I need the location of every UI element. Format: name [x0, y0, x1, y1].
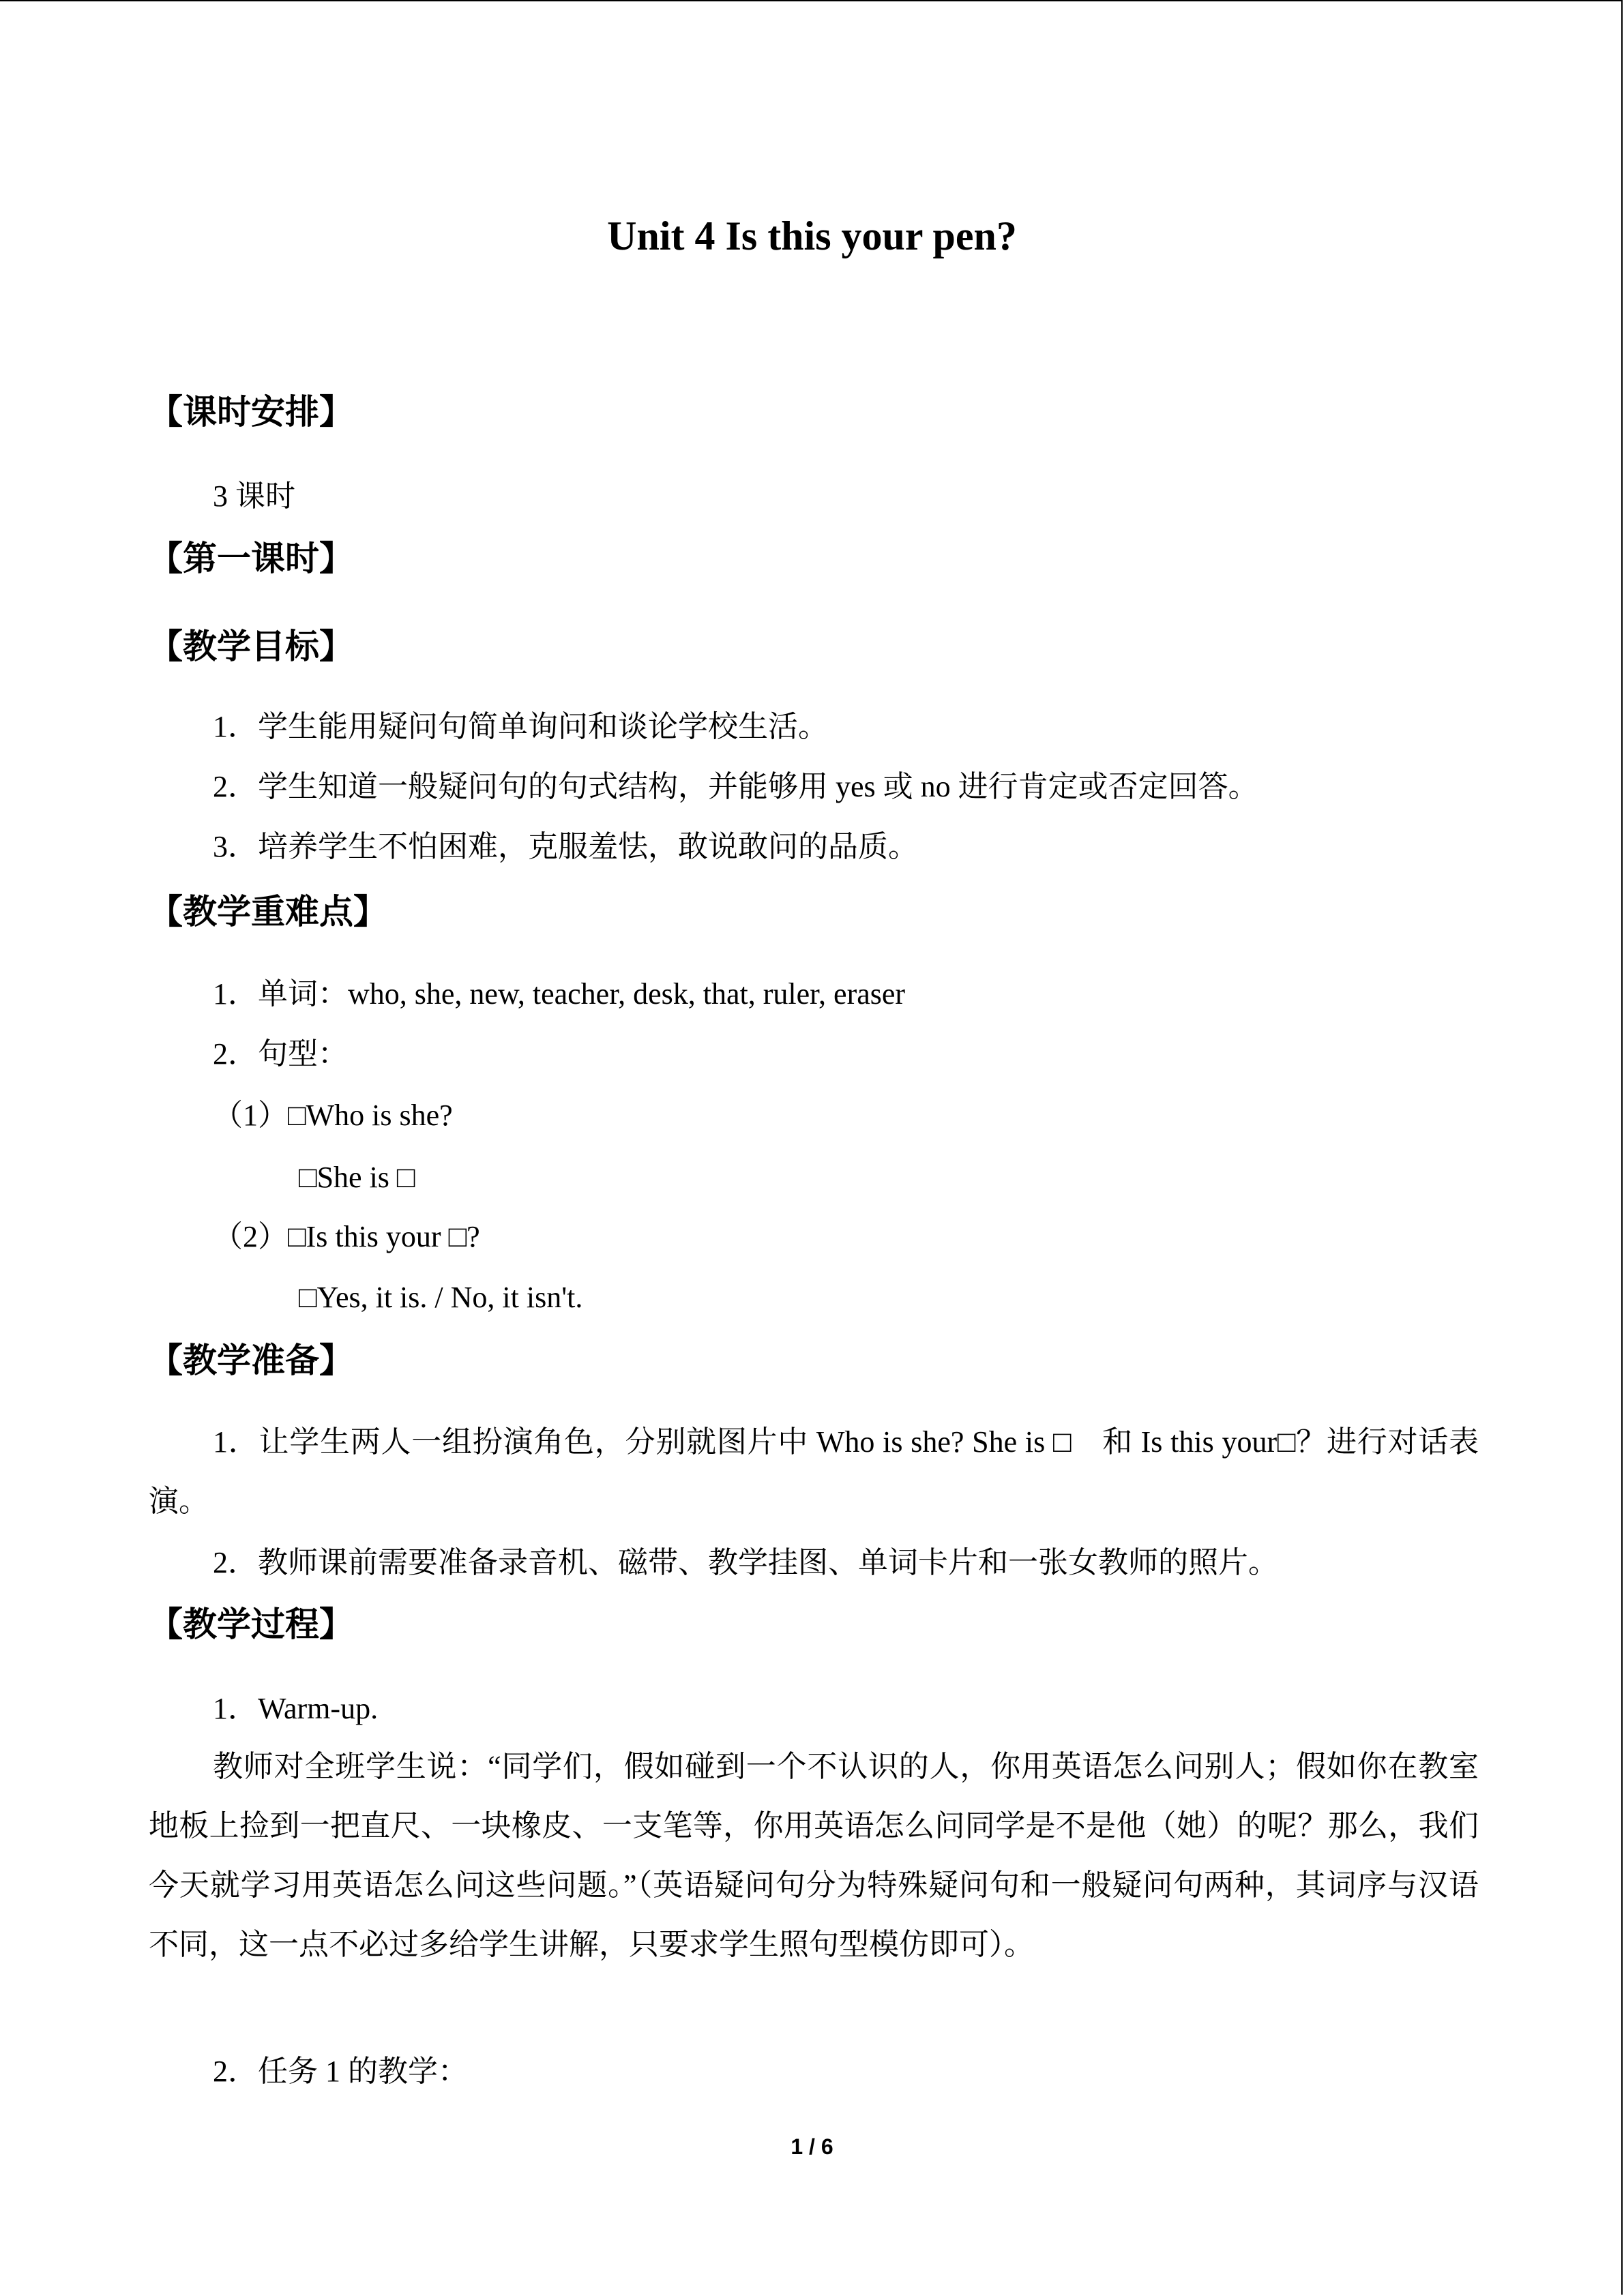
goal-item: 2．学生知道一般疑问句的句式结构，并能够用 yes 或 no 进行肯定或否定回答。: [213, 770, 1258, 803]
preparation-item: 1．让学生两人一组扮演角色，分别就图片中 Who is she? She is □ 和 Is this your□？进行对话表演。: [149, 1425, 1479, 1518]
process-paragraph: 教师对全班学生说：“同学们，假如碰到一个不认识的人，你用英语怎么问别人；假如你在教室地板上捡到一把直尺、一块橡皮、一支笔等，你用英语怎么问同学是不是他（她）的呢？那么，我们今天就学习用英语怎么问这些问题。”（英语疑问句分为特殊疑问句和一般疑问句两种，其词序与汉语不同，这一点不必过多给学生讲解，只要求学生照句型模仿即可）。: [149, 1750, 1479, 1961]
goal-item: 3．培养学生不怕困难，克服羞怯，敢说敢问的品质。: [213, 830, 918, 863]
page-number: 1 / 6: [791, 2134, 833, 2159]
pattern-line: （2）□Is this your □?: [213, 1220, 480, 1253]
heading-preparation: 【教学准备】: [149, 1341, 353, 1380]
preparation-item: 2．教师课前需要准备录音机、磁带、教学挂图、单词卡片和一张女教师的照片。: [213, 1546, 1278, 1579]
schedule-text: 3 课时: [213, 479, 295, 513]
heading-process: 【教学过程】: [149, 1605, 353, 1643]
goal-item: 1．学生能用疑问句简单询问和谈论学校生活。: [213, 710, 828, 743]
pattern-line: （1）□Who is she?: [213, 1099, 453, 1132]
document-title: Unit 4 Is this your pen?: [607, 213, 1017, 258]
heading-schedule: 【课时安排】: [149, 393, 353, 431]
pattern-line: □She is □: [299, 1161, 415, 1194]
keypoint-item: 1．单词：who, she, new, teacher, desk, that, ruler, eraser: [213, 977, 906, 1011]
pattern-line: □Yes, it is. / No, it isn't.: [299, 1281, 583, 1314]
heading-keypoints: 【教学重难点】: [149, 893, 387, 931]
process-step: 1．Warm-up.: [213, 1692, 379, 1725]
keypoint-item: 2．句型：: [213, 1037, 348, 1071]
process-step: 2．任务 1 的教学：: [213, 2055, 468, 2088]
heading-lesson1: 【第一课时】: [149, 539, 353, 578]
heading-goals: 【教学目标】: [149, 627, 353, 666]
